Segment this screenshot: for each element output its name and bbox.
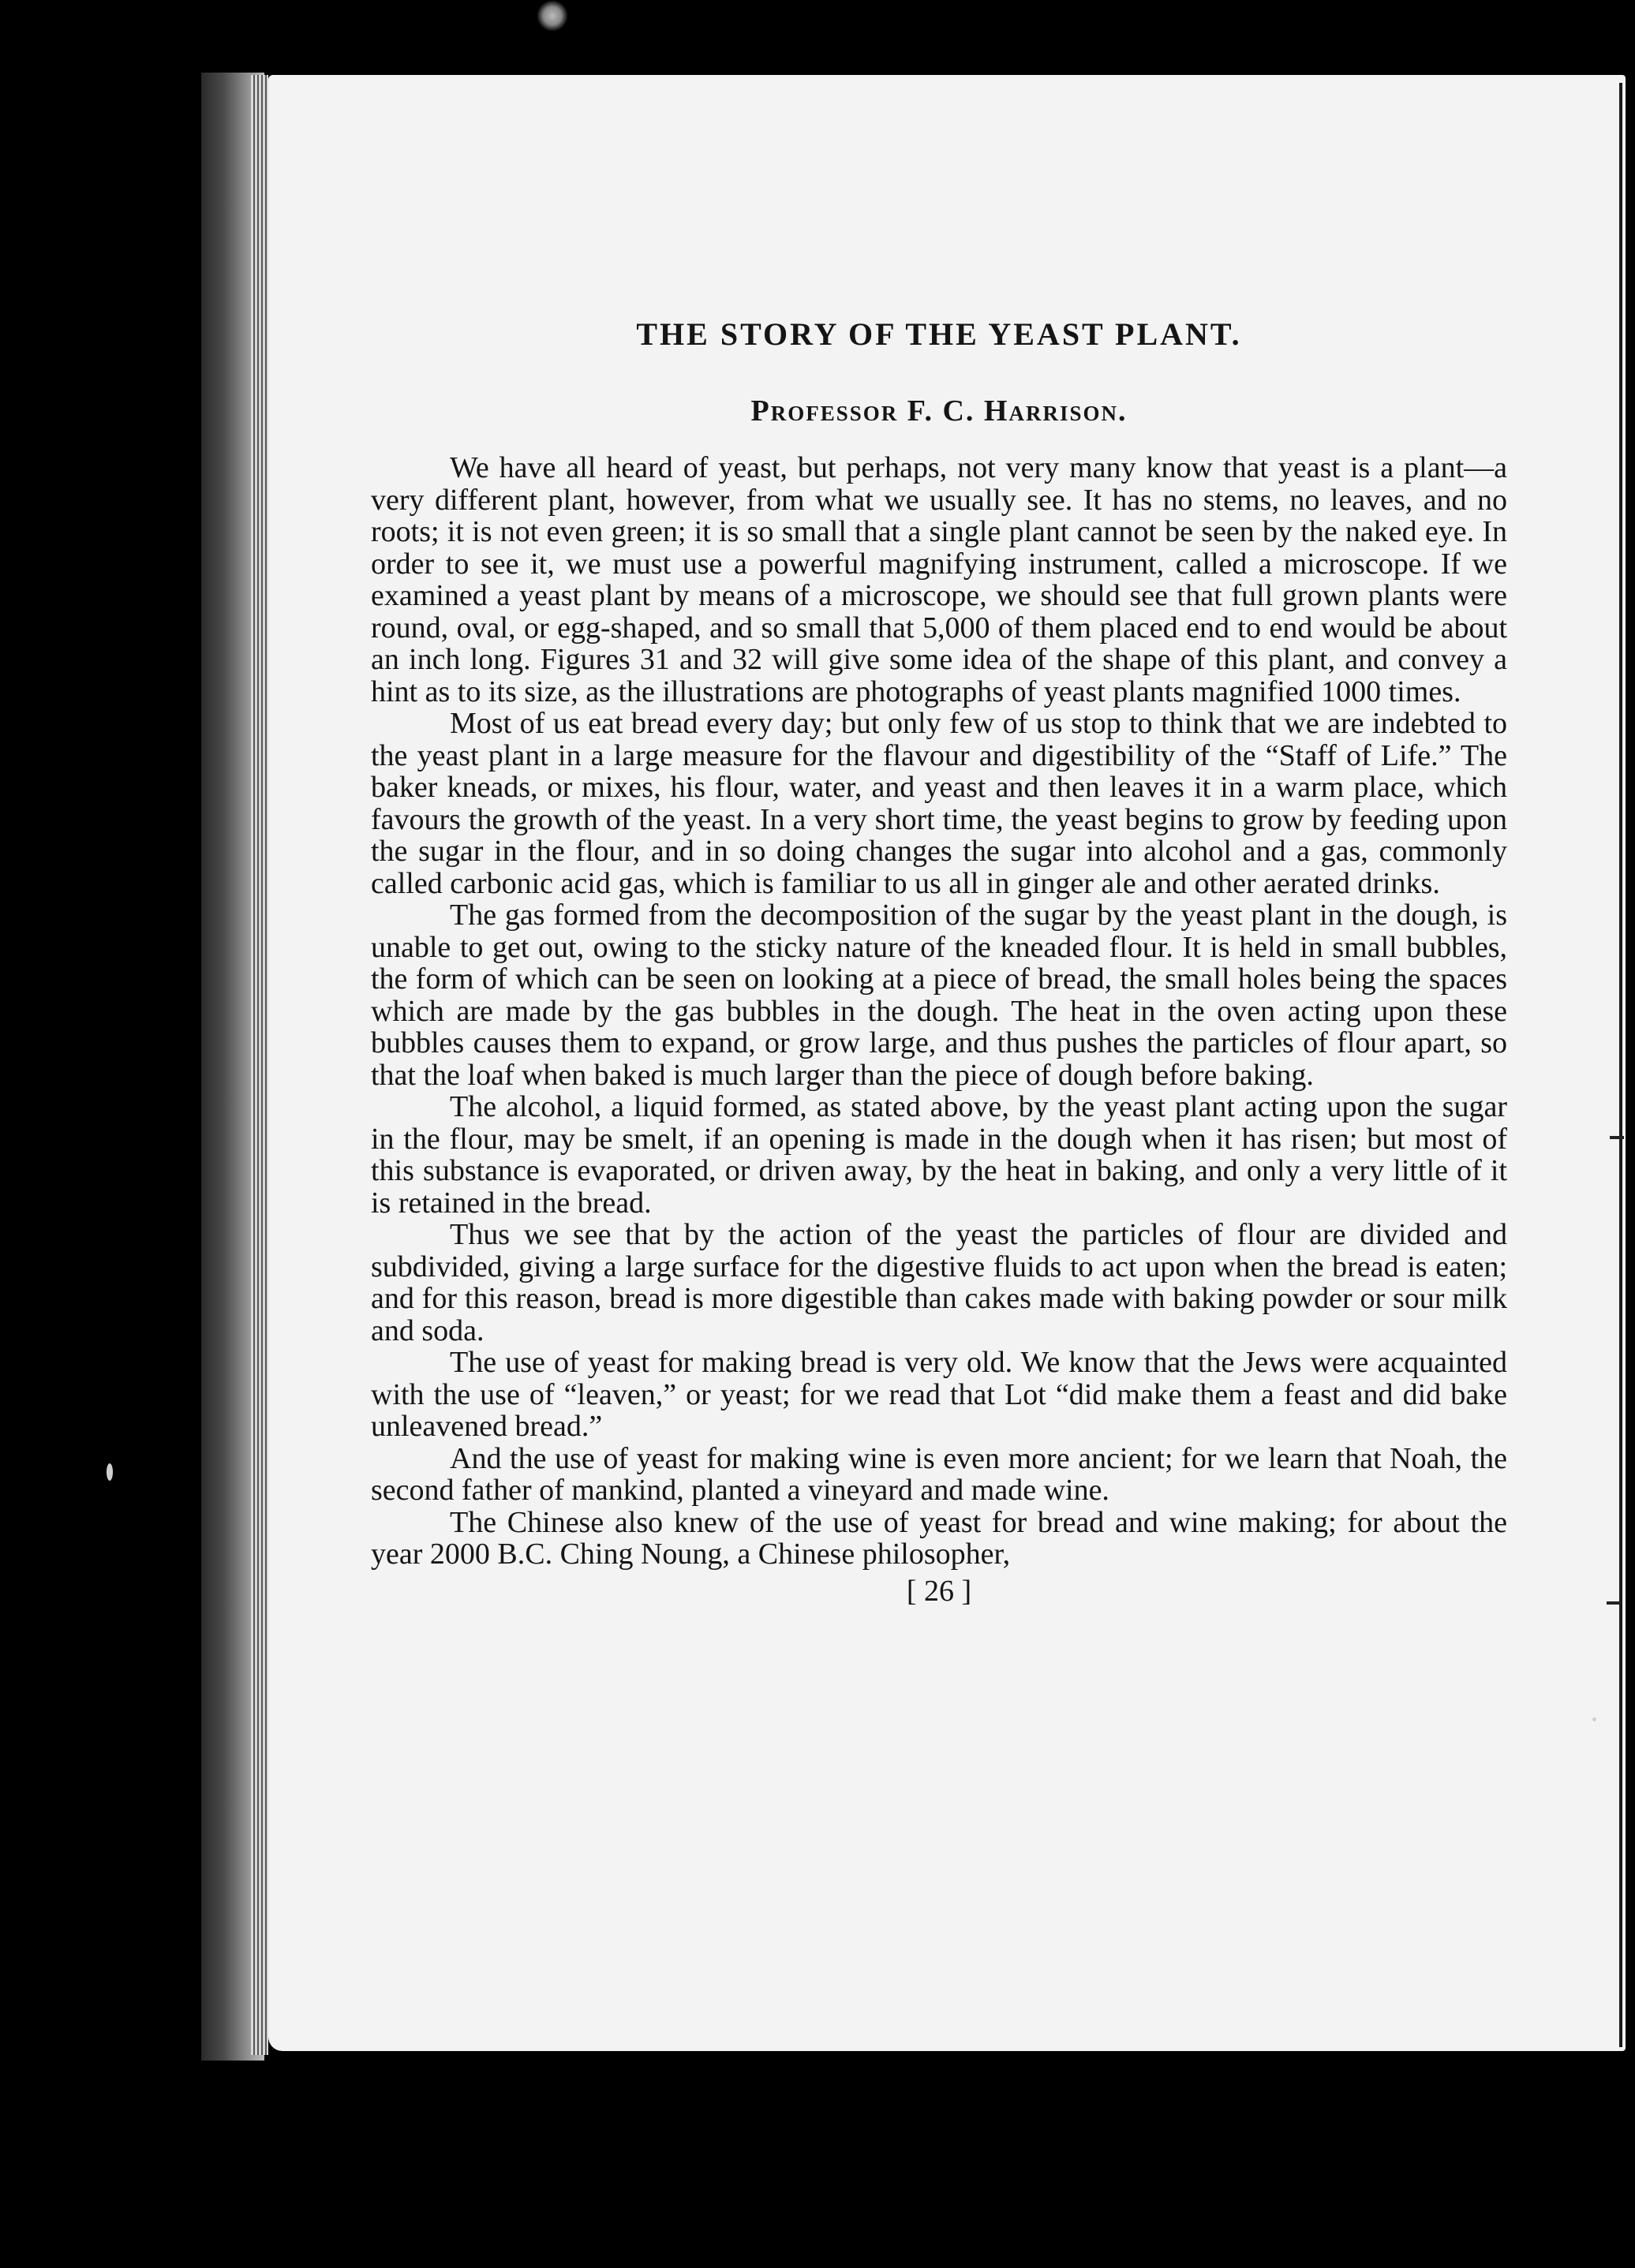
edge-mark — [1607, 1601, 1621, 1605]
paragraph: Thus we see that by the action of the yeast the particles of flour are divided and subdivided, giving a large surface for the digestive fluids to act upon when the bread is eaten; and for this reason, bread is more digestible than cakes made with baking powder or sour milk and soda. — [371, 1218, 1507, 1347]
scan-speck — [1592, 1717, 1596, 1721]
page-right-edge — [1619, 83, 1622, 2047]
paragraph: Most of us eat bread every day; but only few of us stop to think that we are indebted to the yeast plant in a large measure for the flavour and digestibility of the “Staff of Life.” The baker kneads, or mixes, his flour, water, and yeast and then leaves it in a warm place, which favours the growth of the yeast. In a very short time, the yeast begins to grow by feeding upon the sugar in the flour, and in so doing changes the sugar into alcohol and a gas, commonly called carbonic acid gas, which is familiar to us all in ginger ale and other aerated drinks. — [371, 707, 1507, 900]
paragraph: The use of yeast for making bread is very old. We know that the Jews were acquainted with the use of “leaven,” or yeast; for we read that Lot “did make them a feast and did bake unleavened bread.” — [371, 1346, 1507, 1443]
paragraph: The alcohol, a liquid formed, as stated above, by the yeast plant acting upon the sugar in the flour, may be smelt, if an opening is made in the dough when it has risen; but most of this substance is evaporated, or driven away, by the heat in baking, and only a very little of it is retained in the bread. — [371, 1090, 1507, 1220]
article-author: Professor F. C. Harrison. — [750, 394, 1128, 428]
scan-speck — [107, 1463, 113, 1481]
article-title: THE STORY OF THE YEAST PLANT. — [636, 316, 1242, 352]
paragraph: The Chinese also knew of the use of yeast for bread and wine making; for about the year 2000 B.C. Ching Noung, a Chinese philosopher, — [371, 1505, 1507, 1571]
paragraph: The gas formed from the decomposition of the sugar by the yeast plant in the dough, is unable to get out, owing to the sticky nature of the kneaded flour. It is held in small bubbles, the form of which can be seen on looking at a piece of bread, the small holes being the spaces which are made by the gas bubbles in the dough. The heat in the oven acting upon these bubbles causes them to expand, or grow large, and thus pushes the particles of flour apart, so that the loaf when baked is much larger than the piece of dough before baking. — [371, 899, 1507, 1092]
article — [371, 316, 1507, 1609]
scan-artifact — [537, 0, 568, 32]
page-edge — [251, 75, 268, 2055]
paragraph: We have all heard of yeast, but perhaps, not very many know that yeast is a plant—a very different plant, however, from what we usually see. It has no stems, no leaves, and no roots; it is not even green; it is so small that a single plant cannot be seen by the naked eye. In order to see it, we must use a powerful magnifying instrument, called a microscope. If we examined a yeast plant by means of a microscope, we should see that full grown plants were round, oval, or egg-shaped, and so small that 5,000 of them placed end to end would be about an inch long. Figures 31 and 32 will give some idea of the shape of this plant, and convey a hint as to its size, as the illustrations are photographs of yeast plants magnified 1000 times. — [371, 451, 1507, 708]
paragraph: And the use of yeast for making wine is even more ancient; for we learn that Noah, the second father of mankind, planted a vineyard and made wine. — [371, 1441, 1507, 1507]
edge-mark — [1610, 1136, 1624, 1139]
page-number: [ 26 ] — [906, 1574, 972, 1608]
